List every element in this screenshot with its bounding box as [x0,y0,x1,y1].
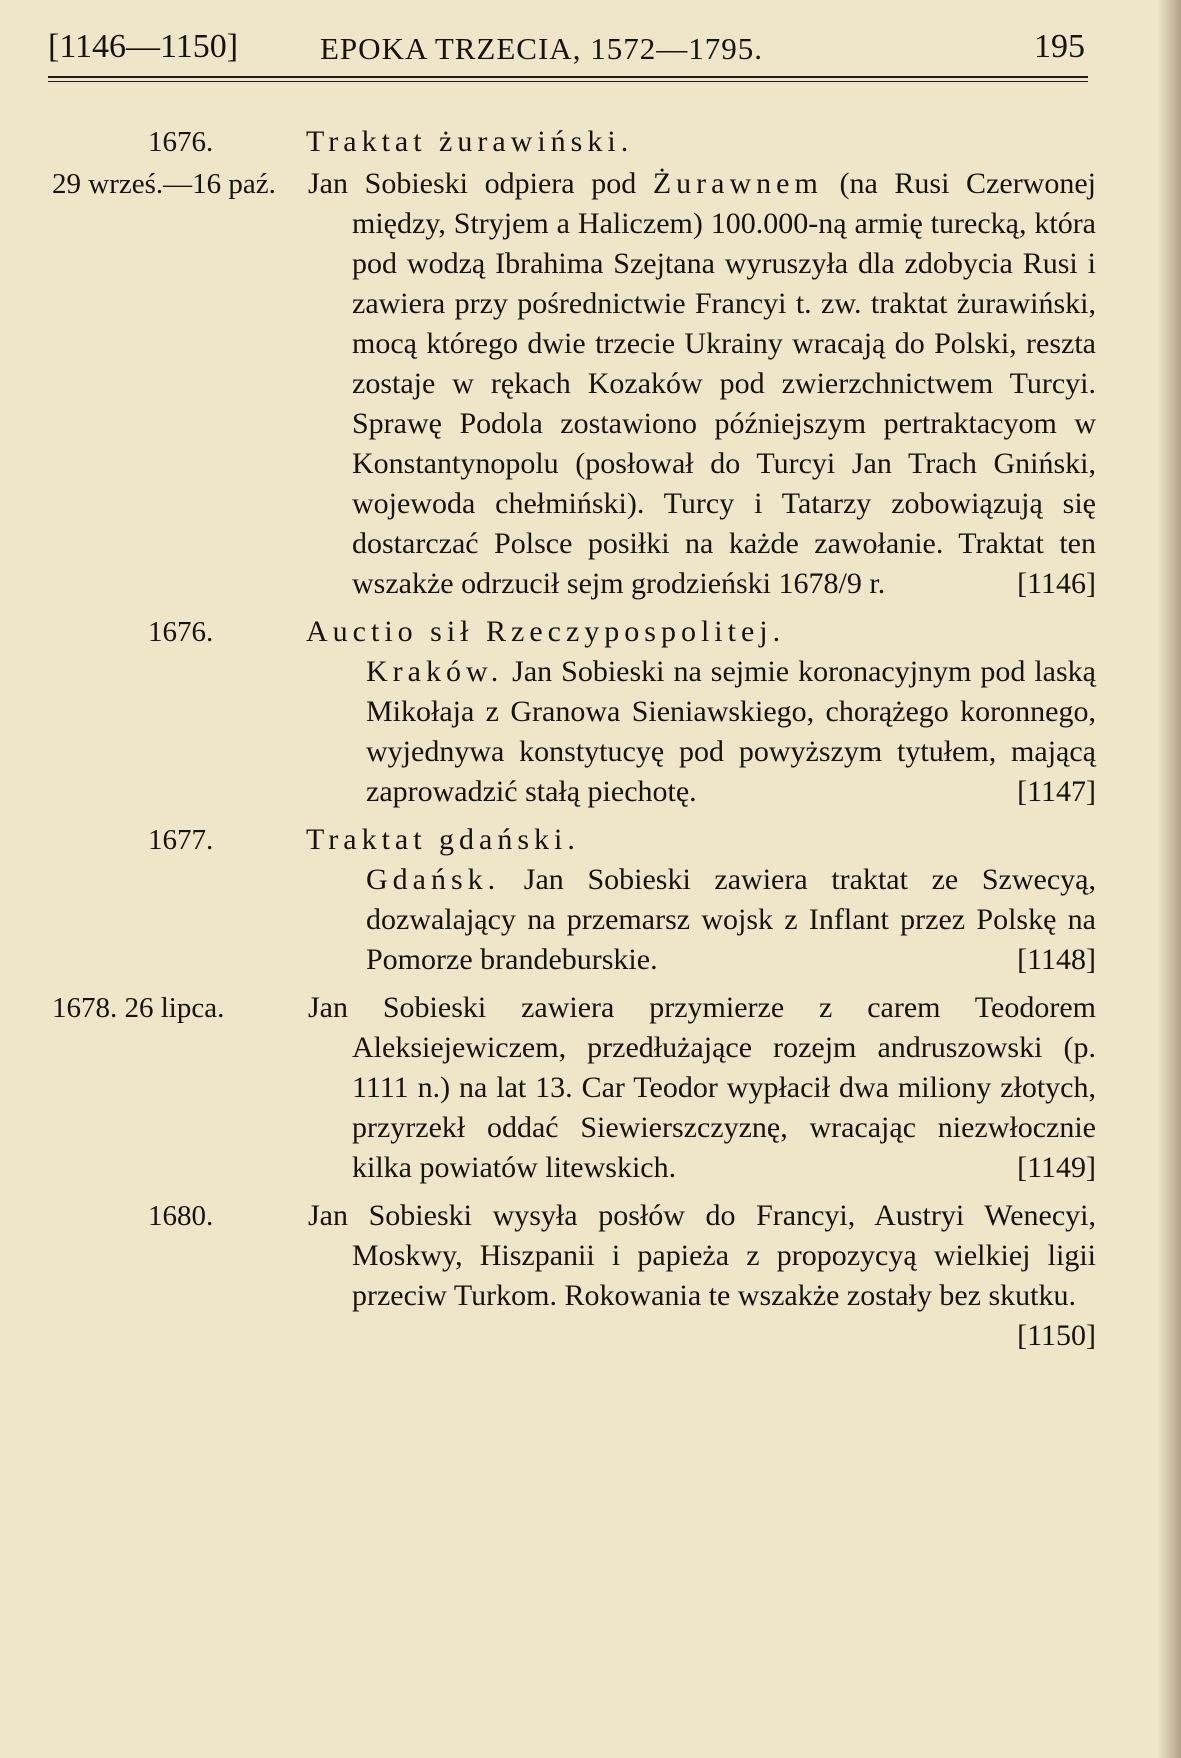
entry-1146 [0,164,1181,604]
entry-date: 1678. 26 lipca. [52,992,225,1024]
entry-reference: [1149] [1017,1151,1096,1184]
entry-1149 [0,988,1181,1188]
header-entry-range: [1146—1150] [48,28,239,65]
entry-text [366,652,1096,812]
page-number: 195 [1034,28,1085,65]
running-header [0,28,1181,78]
entry-reference: [1148] [1017,943,1096,976]
entry-text [308,1196,1096,1352]
entry-date: 1676. [148,616,214,648]
entry-heading: Traktat gdański. [306,823,580,856]
entry-heading: Auctio sił Rzeczypospolitej. [306,615,786,648]
entry-lead: Jan Sobieski odpiera pod [308,167,653,200]
entry-heading: Traktat żurawiński. [306,125,634,158]
entry-reference: [1150] [1017,1319,1096,1352]
entry-place: Żurawnem [652,167,823,200]
entry-place: Gdańsk. [366,863,501,896]
entry-date: 29 wrześ.—16 paź. [52,168,276,200]
entry-heading-row [0,122,1181,170]
chronicle-entries [0,122,1181,1356]
entry-body: Jan Sobieski wysyła posłów do Francyi, Austryi Wenecyi, Moskwy, Hiszpanii i papieża z propozycyą wielkiej ligii przeciw Turkom. Rokowania te wszakże zostały bez skutku. [308,1199,1096,1312]
entry-body: Jan Sobieski na sejmie koronacyjnym pod laską Mikołaja z Granowa Sieniawskiego, chorążego koronnego, wyjednywa konstytucyę pod powyższym tytułem, mającą zaprowadzić stałą piechotę. [366,655,1096,808]
entry-date: 1676. [148,126,214,158]
header-rule-thin [48,81,1088,82]
entry-date: 1680. [148,1200,214,1232]
entry-1148 [0,820,1181,980]
entry-text [308,164,1096,604]
entry-body: Jan Sobieski zawiera traktat ze Szwecyą, dozwalający na przemarsz wojsk z Inflant przez Polskę na Pomorze brandeburskie. [366,863,1096,976]
entry-place: Kraków. [366,655,504,688]
entry-text [308,988,1096,1188]
header-rule [48,76,1088,78]
entry-reference: [1147] [1017,775,1096,808]
header-title: EPOKA TRZECIA, 1572—1795. [320,31,763,66]
entry-reference: [1146] [1017,567,1096,600]
entry-1150 [0,1196,1181,1352]
entry-body: Jan Sobieski zawiera przymierze z carem Teodorem Aleksiejewiczem, przedłużające rozejm andruszowski (p. 1111 n.) na lat 13. Car Teodor wypłacił dwa miliony złotych, przyrzekł oddać Siewierszczyznę, wracając niezwłocznie kilka powiatów litewskich. [308,991,1096,1184]
entry-body: (na Rusi Czerwonej między, Stryjem a Haliczem) 100.000-ną armię turecką, która pod wodzą Ibrahima Szejtana wyruszyła dla zdobycia Rusi i zawiera przy pośrednictwie Francyi t. zw. traktat żurawiński, mocą którego dwie trzecie Ukrainy wracają do Polski, reszta zostaje w rękach Kozaków pod zwierzchnictwem Turcyi. Sprawę Podola zostawiono późniejszym pertraktacyom w Konstantynopolu (posłował do Turcyi Jan Trach Gniński, wojewoda chełmiński). Turcy i Tatarzy zobowiązują się dostarczać Polsce posiłki na każde zawołanie. Traktat ten wszakże odrzucił sejm grodzieński 1678/9 r. [352,167,1096,600]
entry-1147 [0,612,1181,812]
entry-text [366,860,1096,980]
entry-date: 1677. [148,824,214,856]
